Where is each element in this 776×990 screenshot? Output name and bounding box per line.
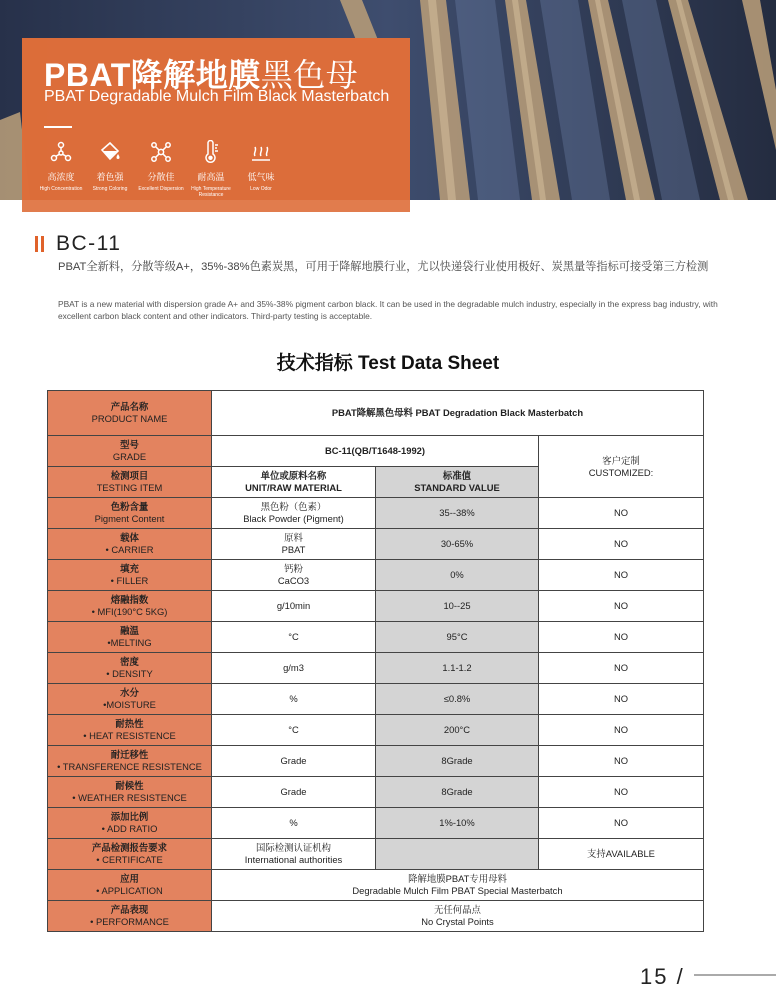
- grade-label: [48, 436, 212, 467]
- standard-value: 1.1-1.2: [376, 653, 539, 684]
- label-zh: 填充: [120, 563, 139, 574]
- unit-cell: [212, 498, 376, 529]
- label-zh: 产品检测报告要求: [91, 842, 167, 853]
- sheet-title: 技术指标 Test Data Sheet: [276, 353, 500, 374]
- label-en: • TRANSFERENCE RESISTENCE: [57, 761, 202, 772]
- label-zh: 添加比例: [110, 811, 149, 822]
- table-row: [48, 436, 704, 467]
- standard-value: 8Grade: [376, 746, 539, 777]
- customized-header: [539, 436, 704, 498]
- performance-label: [48, 901, 212, 932]
- thermometer-icon: [199, 140, 223, 164]
- hero-title-bold: PBAT降解地膜: [44, 57, 261, 93]
- certificate-standard: [376, 839, 539, 870]
- customized-en: CUSTOMIZED:: [588, 466, 654, 478]
- table-row: [48, 560, 704, 591]
- certificate-label: [48, 839, 212, 870]
- label-en: • ADD RATIO: [101, 823, 158, 834]
- table-row: [48, 622, 704, 653]
- label-zh: 熔融指数: [110, 594, 149, 605]
- customized-zh: 客户定制: [602, 454, 640, 466]
- label-en: • DENSITY: [106, 668, 153, 679]
- custom-value: NO: [539, 715, 704, 746]
- performance-value: [212, 901, 704, 932]
- table-row: [48, 901, 704, 932]
- custom-value: NO: [539, 622, 704, 653]
- page-number-rule: [694, 974, 776, 976]
- testing-item-label: [48, 467, 212, 498]
- feature-low-odor: [237, 140, 285, 192]
- standard-value: 30-65%: [376, 529, 539, 560]
- item-label: [48, 653, 212, 684]
- code-accent-bar: [41, 236, 44, 252]
- custom-value: NO: [539, 560, 704, 591]
- label-zh: 密度: [120, 656, 139, 667]
- label-en: Pigment Content: [94, 513, 165, 524]
- feature-label-en: High Temperature Resistance: [191, 186, 231, 198]
- feature-high-temperature: [187, 140, 235, 198]
- label-en: • HEAT RESISTENCE: [83, 730, 176, 741]
- unit-cell: g/m3: [212, 653, 376, 684]
- application-label: [48, 870, 212, 901]
- item-label: [48, 622, 212, 653]
- feature-label-zh: 高浓度: [47, 172, 75, 182]
- item-label: [48, 715, 212, 746]
- standard-value: 1%-10%: [376, 808, 539, 839]
- label-en: GRADE: [112, 451, 147, 462]
- item-label: [48, 808, 212, 839]
- feature-label-en: Excellent Dispersion: [138, 186, 184, 192]
- product-code: BC-11: [56, 232, 122, 255]
- unit-en: PBAT: [281, 544, 306, 555]
- label-en: • APPLICATION: [96, 885, 163, 896]
- hero-subtitle: PBAT Degradable Mulch Film Black Masterbatch: [44, 88, 390, 105]
- table-row: [48, 746, 704, 777]
- standard-value: 0%: [376, 560, 539, 591]
- unit-cell: [212, 560, 376, 591]
- unit-zh: 原料: [284, 532, 303, 543]
- unit-zh: 黑色粉（色素）: [260, 501, 327, 512]
- label-zh: 载体: [120, 532, 139, 543]
- unit-cell: °C: [212, 622, 376, 653]
- label-zh: 融温: [120, 625, 139, 636]
- label-zh: 产品表现: [110, 904, 149, 915]
- product-name-label: [48, 391, 212, 436]
- header-en: STANDARD VALUE: [414, 482, 500, 493]
- standard-value: 35--38%: [376, 498, 539, 529]
- label-en: • WEATHER RESISTENCE: [72, 792, 187, 803]
- custom-value: NO: [539, 777, 704, 808]
- label-en: •MOISTURE: [103, 699, 156, 710]
- table-row: [48, 715, 704, 746]
- value-en: Degradable Mulch Film PBAT Special Masterbatch: [352, 885, 563, 896]
- label-en: • CERTIFICATE: [96, 854, 163, 865]
- unit-en: CaCO3: [277, 575, 310, 586]
- label-zh: 耐迁移性: [110, 749, 149, 760]
- feature-label-zh: 分散佳: [147, 172, 175, 182]
- label-zh: 耐候性: [115, 780, 144, 791]
- value-zh: 降解地膜PBAT专用母料: [408, 873, 507, 884]
- molecule-icon: [49, 140, 73, 164]
- page-number: 15 /: [640, 964, 685, 989]
- label-zh: 检测项目: [110, 470, 149, 481]
- feature-label-en: High Concentration: [39, 186, 83, 192]
- unit-cell: °C: [212, 715, 376, 746]
- label-zh: 产品名称: [110, 401, 149, 412]
- table-row: [48, 498, 704, 529]
- unit-cell: %: [212, 684, 376, 715]
- unit-cell: %: [212, 808, 376, 839]
- item-label: [48, 591, 212, 622]
- item-label: [48, 529, 212, 560]
- feature-label-en: Low Odor: [250, 186, 272, 192]
- custom-value: NO: [539, 498, 704, 529]
- hero-title-light: 黑色母: [260, 57, 359, 93]
- unit-cell: g/10min: [212, 591, 376, 622]
- standard-header: [376, 467, 539, 498]
- product-name-value: PBAT降解黑色母料 PBAT Degradation Black Masterbatch: [212, 391, 704, 436]
- item-label: [48, 684, 212, 715]
- table-row: [48, 777, 704, 808]
- grade-value: BC-11(QB/T1648-1992): [212, 436, 539, 467]
- item-label: [48, 777, 212, 808]
- unit-en: Black Powder (Pigment): [243, 513, 344, 524]
- label-zh: 耐热性: [115, 718, 144, 729]
- label-en: • CARRIER: [105, 544, 154, 555]
- product-description-zh: PBAT全新料，分散等级A+，35%-38%色素炭黑，可用于降解地膜行业，尤以快递袋行业使用极好、炭黑量等指标可接受第三方检测: [58, 261, 709, 273]
- code-accent-bar: [35, 236, 38, 252]
- label-en: PRODUCT NAME: [91, 413, 168, 424]
- feature-strong-coloring: [86, 140, 134, 192]
- table-row: [48, 591, 704, 622]
- unit-zh: 钙粉: [284, 563, 303, 574]
- custom-value: NO: [539, 808, 704, 839]
- dispersion-icon: [149, 140, 173, 164]
- hero-divider: [44, 126, 72, 128]
- label-en: TESTING ITEM: [96, 482, 163, 493]
- feature-label-en: Strong Coloring: [92, 186, 128, 192]
- unit-cell: Grade: [212, 746, 376, 777]
- feature-label-zh: 低气味: [247, 172, 275, 182]
- standard-value: 200°C: [376, 715, 539, 746]
- item-label: [48, 560, 212, 591]
- label-zh: 型号: [120, 439, 139, 450]
- unit-zh: 国际检测认证机构: [255, 842, 331, 853]
- feature-high-concentration: [37, 140, 85, 192]
- test-data-table: [47, 390, 704, 932]
- table-row: [48, 684, 704, 715]
- paint-bucket-icon: [98, 140, 122, 164]
- standard-value: 8Grade: [376, 777, 539, 808]
- custom-value: NO: [539, 746, 704, 777]
- value-zh: 无任何晶点: [434, 904, 481, 915]
- label-en: • PERFORMANCE: [90, 916, 169, 927]
- unit-cell: [212, 529, 376, 560]
- label-zh: 色粉含量: [110, 501, 149, 512]
- custom-value: NO: [539, 684, 704, 715]
- table-row: [48, 839, 704, 870]
- certificate-custom: 支持AVAILABLE: [539, 839, 704, 870]
- unit-header: [212, 467, 376, 498]
- standard-value: 10--25: [376, 591, 539, 622]
- unit-cell: Grade: [212, 777, 376, 808]
- standard-value: ≤0.8%: [376, 684, 539, 715]
- certificate-unit: [212, 839, 376, 870]
- label-en: •MELTING: [107, 637, 152, 648]
- table-row: [48, 653, 704, 684]
- label-en: • FILLER: [110, 575, 149, 586]
- feature-label-zh: 着色强: [96, 172, 124, 182]
- table-row: [48, 870, 704, 901]
- low-odor-icon: [249, 140, 273, 164]
- value-en: No Crystal Points: [421, 916, 494, 927]
- item-label: [48, 498, 212, 529]
- header-en: UNIT/RAW MATERIAL: [245, 482, 342, 493]
- standard-value: 95°C: [376, 622, 539, 653]
- label-zh: 应用: [120, 873, 139, 884]
- unit-en: International authorities: [244, 854, 343, 865]
- header-zh: 标准值: [442, 470, 472, 481]
- custom-value: NO: [539, 591, 704, 622]
- custom-value: NO: [539, 529, 704, 560]
- custom-value: NO: [539, 653, 704, 684]
- item-label: [48, 746, 212, 777]
- application-value: [212, 870, 704, 901]
- product-description-en: PBAT is a new material with dispersion grade A+ and 35%-38% pigment carbon black. It can be used in the degradable mulch industry, especially in the express bag industry, with excellent carbon black content and other indicators. Third-party testing is acceptable.: [58, 299, 718, 321]
- label-en: • MFI(190°C 5KG): [91, 606, 168, 617]
- table-row: [48, 529, 704, 560]
- feature-label-zh: 耐高温: [197, 172, 225, 182]
- table-row: [48, 391, 704, 436]
- table-row: [48, 808, 704, 839]
- label-zh: 水分: [120, 687, 139, 698]
- feature-excellent-dispersion: [137, 140, 185, 192]
- header-zh: 单位或原料名称: [260, 470, 327, 481]
